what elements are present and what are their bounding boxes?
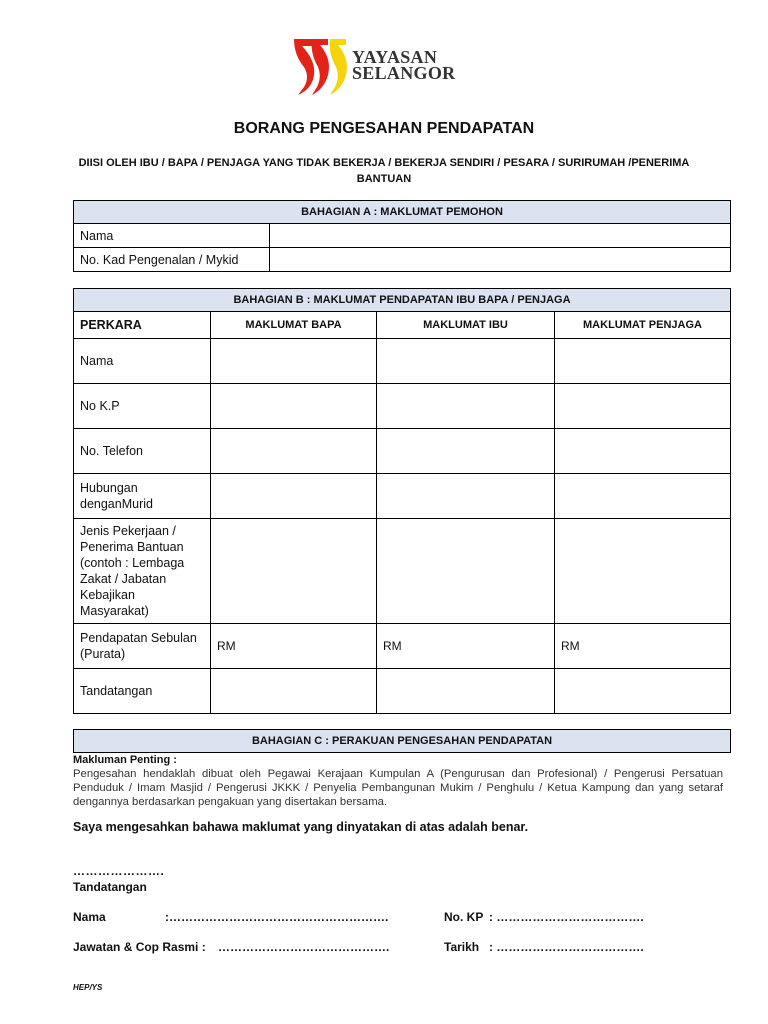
tarikh-label: Tarikh [444, 940, 480, 954]
row-label-hubungan: Hubungan denganMurid [74, 474, 211, 519]
logo-line2: SELANGOR [352, 63, 456, 83]
penjaga-nokp-cell[interactable] [555, 384, 731, 429]
page-title: BORANG PENGESAHAN PENDAPATAN [233, 120, 535, 137]
footer-code: HEP/YS [73, 983, 103, 992]
applicant-ic-field[interactable] [270, 248, 731, 272]
jawatan-label: Jawatan & Cop Rasmi : [73, 940, 206, 954]
nokp-label: No. KP [444, 910, 484, 924]
row-label: Nama [74, 224, 270, 248]
bapa-telefon-cell[interactable] [211, 429, 377, 474]
row-label-telefon: No. Telefon [74, 429, 211, 474]
important-note [73, 753, 723, 809]
ibu-nokp-cell[interactable] [377, 384, 555, 429]
section-c-table [73, 729, 731, 753]
nama-field[interactable]: :………………………………………………. [165, 910, 389, 924]
section-b-header: BAHAGIAN B : MAKLUMAT PENDAPATAN IBU BAPA / PENJAGA [74, 289, 731, 312]
ibu-telefon-cell[interactable] [377, 429, 555, 474]
row-label-pekerjaan: Jenis Pekerjaan / Penerima Bantuan (contoh : Lembaga Zakat / Jabatan Kebajikan Masyarakat) [74, 519, 211, 624]
signature-label: Tandatangan [73, 880, 147, 894]
ibu-pendapatan-cell[interactable]: RM [377, 624, 555, 669]
penjaga-tandatangan-cell[interactable] [555, 669, 731, 714]
nokp-field[interactable]: : ………………………………. [489, 910, 644, 924]
section-a-table [73, 200, 731, 272]
column-header-perkara: PERKARA [74, 312, 211, 339]
ys-emblem-icon [290, 37, 352, 97]
bapa-nama-cell[interactable] [211, 339, 377, 384]
penjaga-telefon-cell[interactable] [555, 429, 731, 474]
penjaga-nama-cell[interactable] [555, 339, 731, 384]
column-header-penjaga: MAKLUMAT PENJAGA [555, 312, 731, 339]
ibu-nama-cell[interactable] [377, 339, 555, 384]
bapa-pekerjaan-cell[interactable] [211, 519, 377, 624]
applicant-name-field[interactable] [270, 224, 731, 248]
penjaga-pendapatan-cell[interactable]: RM [555, 624, 731, 669]
column-header-ibu: MAKLUMAT IBU [377, 312, 555, 339]
form-subtitle: DIISI OLEH IBU / BAPA / PENJAGA YANG TIDAK BEKERJA / BEKERJA SENDIRI / PESARA / SURIRUMAH /PENERIMA BANTUAN [78, 157, 690, 185]
row-label-nama: Nama [74, 339, 211, 384]
bapa-pendapatan-cell[interactable]: RM [211, 624, 377, 669]
row-label-pendapatan: Pendapatan Sebulan (Purata) [74, 624, 211, 669]
yayasan-selangor-logo [290, 37, 460, 97]
declaration-text: Saya mengesahkan bahawa maklumat yang dinyatakan di atas adalah benar. [73, 820, 529, 834]
logo-line1: YAYASAN [352, 47, 438, 67]
column-header-bapa: MAKLUMAT BAPA [211, 312, 377, 339]
row-label-nokp: No K.P [74, 384, 211, 429]
bapa-nokp-cell[interactable] [211, 384, 377, 429]
ibu-hubungan-cell[interactable] [377, 474, 555, 519]
signature-line[interactable]: …………………. [73, 864, 165, 878]
note-body: Pengesahan hendaklah dibuat oleh Pegawai Kerajaan Kumpulan A (Pengurusan dan Profesional) / Pengerusi Persatuan Penduduk / Imam Masjid / Pengerusi JKKK / Penyelia Pembangunan Mukim / Penghulu / Ketua Kampung dan yang setaraf dengannya berdasarkan pengakuan yang disertakan bersama. [73, 768, 723, 808]
row-label: No. Kad Pengenalan / Mykid [74, 248, 270, 272]
ibu-pekerjaan-cell[interactable] [377, 519, 555, 624]
jawatan-field[interactable]: ……………………………………. [218, 940, 390, 954]
section-a-header: BAHAGIAN A : MAKLUMAT PEMOHON [74, 201, 731, 224]
ibu-tandatangan-cell[interactable] [377, 669, 555, 714]
penjaga-hubungan-cell[interactable] [555, 474, 731, 519]
bapa-hubungan-cell[interactable] [211, 474, 377, 519]
row-label-tandatangan: Tandatangan [74, 669, 211, 714]
section-c-header: BAHAGIAN C : PERAKUAN PENGESAHAN PENDAPATAN [74, 730, 731, 753]
nama-label: Nama [73, 910, 106, 924]
penjaga-pekerjaan-cell[interactable] [555, 519, 731, 624]
tarikh-field[interactable]: : ………………………………. [489, 940, 644, 954]
section-b-table [73, 288, 731, 714]
note-heading: Makluman Penting : [73, 754, 177, 766]
bapa-tandatangan-cell[interactable] [211, 669, 377, 714]
